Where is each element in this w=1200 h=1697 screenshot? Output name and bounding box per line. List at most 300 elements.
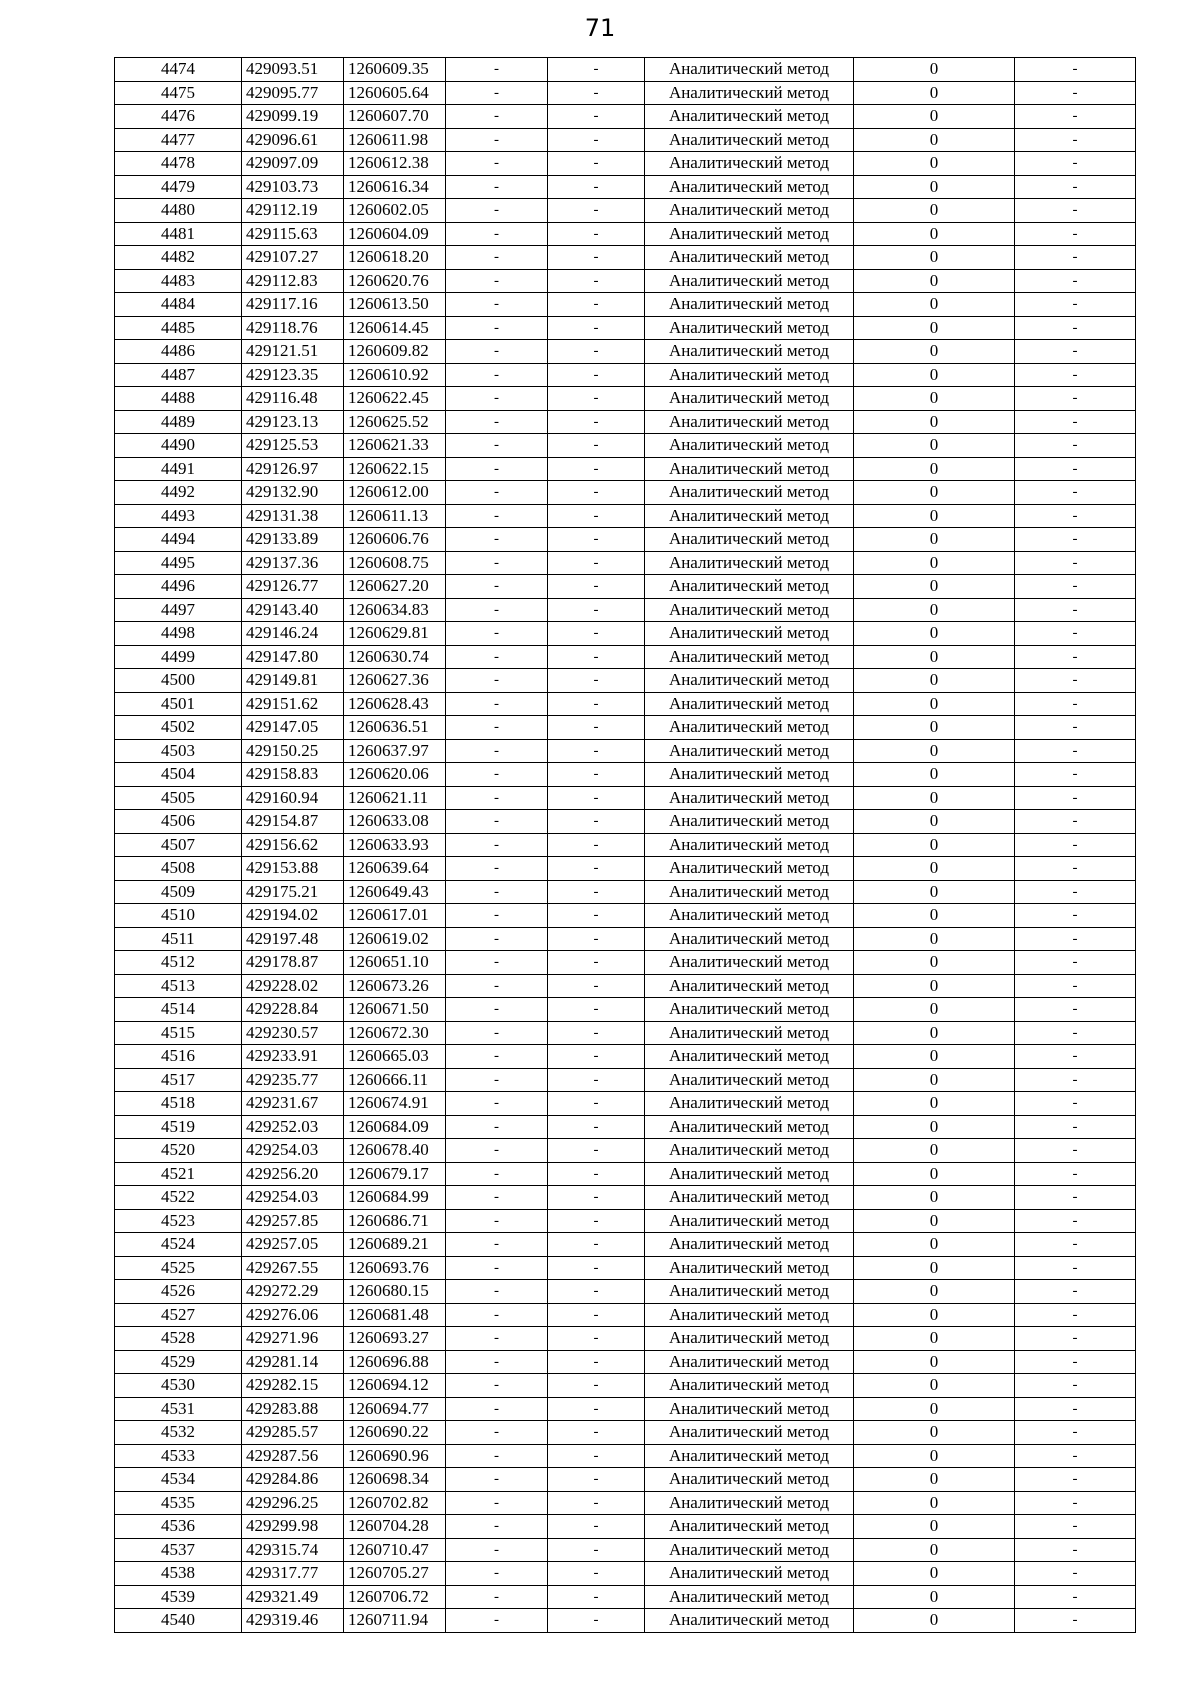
table-row [115, 269, 1136, 293]
empty-cell-1: - [446, 575, 548, 599]
y-coordinate-cell: 1260618.20 [344, 246, 446, 270]
note-cell: - [1015, 1233, 1136, 1257]
empty-cell-1: - [446, 951, 548, 975]
method-cell: Аналитический метод [645, 1585, 854, 1609]
empty-cell-1: - [446, 58, 548, 82]
point-number-cell: 4480 [115, 199, 242, 223]
y-coordinate-cell: 1260706.72 [344, 1585, 446, 1609]
empty-cell-1: - [446, 1350, 548, 1374]
table-row [115, 1068, 1136, 1092]
empty-cell-1: - [446, 833, 548, 857]
method-cell: Аналитический метод [645, 1021, 854, 1045]
note-cell: - [1015, 1068, 1136, 1092]
y-coordinate-cell: 1260686.71 [344, 1209, 446, 1233]
empty-cell-2: - [548, 481, 645, 505]
table-row [115, 58, 1136, 82]
empty-cell-1: - [446, 363, 548, 387]
y-coordinate-cell: 1260674.91 [344, 1092, 446, 1116]
note-cell: - [1015, 316, 1136, 340]
empty-cell-1: - [446, 645, 548, 669]
note-cell: - [1015, 528, 1136, 552]
error-cell: 0 [854, 1538, 1015, 1562]
table-row [115, 1350, 1136, 1374]
method-cell: Аналитический метод [645, 293, 854, 317]
point-number-cell: 4519 [115, 1115, 242, 1139]
point-number-cell: 4508 [115, 857, 242, 881]
y-coordinate-cell: 1260684.99 [344, 1186, 446, 1210]
method-cell: Аналитический метод [645, 246, 854, 270]
point-number-cell: 4528 [115, 1327, 242, 1351]
error-cell: 0 [854, 316, 1015, 340]
x-coordinate-cell: 429257.05 [242, 1233, 344, 1257]
empty-cell-2: - [548, 504, 645, 528]
method-cell: Аналитический метод [645, 1374, 854, 1398]
note-cell: - [1015, 1538, 1136, 1562]
empty-cell-2: - [548, 1468, 645, 1492]
method-cell: Аналитический метод [645, 1515, 854, 1539]
y-coordinate-cell: 1260608.75 [344, 551, 446, 575]
method-cell: Аналитический метод [645, 387, 854, 411]
method-cell: Аналитический метод [645, 175, 854, 199]
table-row [115, 175, 1136, 199]
point-number-cell: 4533 [115, 1444, 242, 1468]
x-coordinate-cell: 429097.09 [242, 152, 344, 176]
note-cell: - [1015, 1021, 1136, 1045]
note-cell: - [1015, 457, 1136, 481]
x-coordinate-cell: 429233.91 [242, 1045, 344, 1069]
x-coordinate-cell: 429121.51 [242, 340, 344, 364]
y-coordinate-cell: 1260637.97 [344, 739, 446, 763]
note-cell: - [1015, 1303, 1136, 1327]
error-cell: 0 [854, 434, 1015, 458]
method-cell: Аналитический метод [645, 1562, 854, 1586]
table-row [115, 410, 1136, 434]
error-cell: 0 [854, 1068, 1015, 1092]
method-cell: Аналитический метод [645, 434, 854, 458]
y-coordinate-cell: 1260619.02 [344, 927, 446, 951]
y-coordinate-cell: 1260609.35 [344, 58, 446, 82]
note-cell: - [1015, 1515, 1136, 1539]
note-cell: - [1015, 1585, 1136, 1609]
table-row [115, 434, 1136, 458]
method-cell: Аналитический метод [645, 1045, 854, 1069]
page-number: 71 [584, 14, 616, 42]
method-cell: Аналитический метод [645, 269, 854, 293]
note-cell: - [1015, 1468, 1136, 1492]
empty-cell-2: - [548, 528, 645, 552]
x-coordinate-cell: 429126.97 [242, 457, 344, 481]
table-row [115, 1538, 1136, 1562]
y-coordinate-cell: 1260622.15 [344, 457, 446, 481]
x-coordinate-cell: 429112.19 [242, 199, 344, 223]
method-cell: Аналитический метод [645, 716, 854, 740]
error-cell: 0 [854, 1397, 1015, 1421]
error-cell: 0 [854, 1562, 1015, 1586]
note-cell: - [1015, 410, 1136, 434]
error-cell: 0 [854, 410, 1015, 434]
y-coordinate-cell: 1260666.11 [344, 1068, 446, 1092]
x-coordinate-cell: 429131.38 [242, 504, 344, 528]
method-cell: Аналитический метод [645, 105, 854, 129]
empty-cell-1: - [446, 1421, 548, 1445]
x-coordinate-cell: 429252.03 [242, 1115, 344, 1139]
empty-cell-2: - [548, 1327, 645, 1351]
empty-cell-2: - [548, 1538, 645, 1562]
y-coordinate-cell: 1260680.15 [344, 1280, 446, 1304]
method-cell: Аналитический метод [645, 1139, 854, 1163]
empty-cell-2: - [548, 669, 645, 693]
point-number-cell: 4521 [115, 1162, 242, 1186]
point-number-cell: 4539 [115, 1585, 242, 1609]
empty-cell-2: - [548, 692, 645, 716]
empty-cell-2: - [548, 716, 645, 740]
method-cell: Аналитический метод [645, 410, 854, 434]
table-row [115, 1562, 1136, 1586]
note-cell: - [1015, 269, 1136, 293]
note-cell: - [1015, 246, 1136, 270]
error-cell: 0 [854, 1515, 1015, 1539]
x-coordinate-cell: 429284.86 [242, 1468, 344, 1492]
x-coordinate-cell: 429160.94 [242, 786, 344, 810]
empty-cell-1: - [446, 528, 548, 552]
method-cell: Аналитический метод [645, 1115, 854, 1139]
x-coordinate-cell: 429256.20 [242, 1162, 344, 1186]
method-cell: Аналитический метод [645, 81, 854, 105]
empty-cell-1: - [446, 481, 548, 505]
empty-cell-1: - [446, 1233, 548, 1257]
table-row [115, 1092, 1136, 1116]
method-cell: Аналитический метод [645, 575, 854, 599]
note-cell: - [1015, 833, 1136, 857]
point-number-cell: 4493 [115, 504, 242, 528]
method-cell: Аналитический метод [645, 363, 854, 387]
empty-cell-2: - [548, 1115, 645, 1139]
empty-cell-1: - [446, 387, 548, 411]
x-coordinate-cell: 429283.88 [242, 1397, 344, 1421]
error-cell: 0 [854, 1585, 1015, 1609]
note-cell: - [1015, 1045, 1136, 1069]
y-coordinate-cell: 1260620.76 [344, 269, 446, 293]
empty-cell-2: - [548, 128, 645, 152]
error-cell: 0 [854, 1162, 1015, 1186]
x-coordinate-cell: 429315.74 [242, 1538, 344, 1562]
empty-cell-2: - [548, 1562, 645, 1586]
x-coordinate-cell: 429178.87 [242, 951, 344, 975]
empty-cell-2: - [548, 199, 645, 223]
empty-cell-1: - [446, 1538, 548, 1562]
table-row [115, 1162, 1136, 1186]
note-cell: - [1015, 669, 1136, 693]
error-cell: 0 [854, 880, 1015, 904]
empty-cell-2: - [548, 363, 645, 387]
table-row [115, 387, 1136, 411]
empty-cell-1: - [446, 1068, 548, 1092]
method-cell: Аналитический метод [645, 1444, 854, 1468]
method-cell: Аналитический метод [645, 1350, 854, 1374]
table-row [115, 575, 1136, 599]
note-cell: - [1015, 1421, 1136, 1445]
empty-cell-1: - [446, 105, 548, 129]
empty-cell-2: - [548, 316, 645, 340]
method-cell: Аналитический метод [645, 692, 854, 716]
empty-cell-2: - [548, 951, 645, 975]
method-cell: Аналитический метод [645, 457, 854, 481]
empty-cell-1: - [446, 1139, 548, 1163]
note-cell: - [1015, 1162, 1136, 1186]
table-row [115, 998, 1136, 1022]
point-number-cell: 4516 [115, 1045, 242, 1069]
error-cell: 0 [854, 481, 1015, 505]
y-coordinate-cell: 1260690.96 [344, 1444, 446, 1468]
note-cell: - [1015, 857, 1136, 881]
x-coordinate-cell: 429175.21 [242, 880, 344, 904]
table-row [115, 1045, 1136, 1069]
error-cell: 0 [854, 1468, 1015, 1492]
table-row [115, 857, 1136, 881]
method-cell: Аналитический метод [645, 739, 854, 763]
point-number-cell: 4503 [115, 739, 242, 763]
error-cell: 0 [854, 340, 1015, 364]
y-coordinate-cell: 1260606.76 [344, 528, 446, 552]
error-cell: 0 [854, 1491, 1015, 1515]
method-cell: Аналитический метод [645, 880, 854, 904]
point-number-cell: 4531 [115, 1397, 242, 1421]
point-number-cell: 4505 [115, 786, 242, 810]
note-cell: - [1015, 716, 1136, 740]
x-coordinate-cell: 429132.90 [242, 481, 344, 505]
method-cell: Аналитический метод [645, 199, 854, 223]
error-cell: 0 [854, 833, 1015, 857]
empty-cell-1: - [446, 175, 548, 199]
table-row [115, 810, 1136, 834]
table-row [115, 1233, 1136, 1257]
table-row [115, 598, 1136, 622]
note-cell: - [1015, 880, 1136, 904]
error-cell: 0 [854, 1374, 1015, 1398]
y-coordinate-cell: 1260617.01 [344, 904, 446, 928]
empty-cell-2: - [548, 998, 645, 1022]
empty-cell-1: - [446, 786, 548, 810]
x-coordinate-cell: 429231.67 [242, 1092, 344, 1116]
empty-cell-2: - [548, 1303, 645, 1327]
empty-cell-2: - [548, 904, 645, 928]
y-coordinate-cell: 1260629.81 [344, 622, 446, 646]
x-coordinate-cell: 429156.62 [242, 833, 344, 857]
error-cell: 0 [854, 363, 1015, 387]
table-row [115, 246, 1136, 270]
table-row [115, 904, 1136, 928]
empty-cell-1: - [446, 1515, 548, 1539]
empty-cell-2: - [548, 1256, 645, 1280]
x-coordinate-cell: 429321.49 [242, 1585, 344, 1609]
error-cell: 0 [854, 1280, 1015, 1304]
table-row [115, 927, 1136, 951]
note-cell: - [1015, 810, 1136, 834]
error-cell: 0 [854, 645, 1015, 669]
empty-cell-2: - [548, 1233, 645, 1257]
method-cell: Аналитический метод [645, 645, 854, 669]
table-row [115, 293, 1136, 317]
y-coordinate-cell: 1260621.33 [344, 434, 446, 458]
note-cell: - [1015, 1092, 1136, 1116]
error-cell: 0 [854, 1139, 1015, 1163]
empty-cell-2: - [548, 1045, 645, 1069]
method-cell: Аналитический метод [645, 1303, 854, 1327]
x-coordinate-cell: 429123.35 [242, 363, 344, 387]
y-coordinate-cell: 1260609.82 [344, 340, 446, 364]
x-coordinate-cell: 429151.62 [242, 692, 344, 716]
point-number-cell: 4494 [115, 528, 242, 552]
y-coordinate-cell: 1260689.21 [344, 1233, 446, 1257]
empty-cell-2: - [548, 1374, 645, 1398]
table-row [115, 105, 1136, 129]
error-cell: 0 [854, 551, 1015, 575]
table-row [115, 81, 1136, 105]
point-number-cell: 4525 [115, 1256, 242, 1280]
empty-cell-2: - [548, 1397, 645, 1421]
empty-cell-2: - [548, 622, 645, 646]
table-row [115, 786, 1136, 810]
empty-cell-2: - [548, 1139, 645, 1163]
empty-cell-1: - [446, 1186, 548, 1210]
point-number-cell: 4479 [115, 175, 242, 199]
note-cell: - [1015, 786, 1136, 810]
x-coordinate-cell: 429281.14 [242, 1350, 344, 1374]
point-number-cell: 4537 [115, 1538, 242, 1562]
y-coordinate-cell: 1260630.74 [344, 645, 446, 669]
error-cell: 0 [854, 786, 1015, 810]
y-coordinate-cell: 1260671.50 [344, 998, 446, 1022]
note-cell: - [1015, 692, 1136, 716]
y-coordinate-cell: 1260621.11 [344, 786, 446, 810]
method-cell: Аналитический метод [645, 598, 854, 622]
error-cell: 0 [854, 927, 1015, 951]
method-cell: Аналитический метод [645, 1609, 854, 1633]
point-number-cell: 4540 [115, 1609, 242, 1633]
point-number-cell: 4498 [115, 622, 242, 646]
x-coordinate-cell: 429319.46 [242, 1609, 344, 1633]
error-cell: 0 [854, 504, 1015, 528]
method-cell: Аналитический метод [645, 763, 854, 787]
error-cell: 0 [854, 269, 1015, 293]
table-row [115, 833, 1136, 857]
empty-cell-1: - [446, 551, 548, 575]
table-row [115, 1115, 1136, 1139]
note-cell: - [1015, 58, 1136, 82]
note-cell: - [1015, 175, 1136, 199]
empty-cell-2: - [548, 1186, 645, 1210]
x-coordinate-cell: 429299.98 [242, 1515, 344, 1539]
error-cell: 0 [854, 1609, 1015, 1633]
table-row [115, 551, 1136, 575]
table-row [115, 716, 1136, 740]
empty-cell-1: - [446, 1491, 548, 1515]
point-number-cell: 4497 [115, 598, 242, 622]
empty-cell-2: - [548, 222, 645, 246]
table-row [115, 1468, 1136, 1492]
empty-cell-1: - [446, 1468, 548, 1492]
x-coordinate-cell: 429112.83 [242, 269, 344, 293]
empty-cell-1: - [446, 1280, 548, 1304]
error-cell: 0 [854, 1209, 1015, 1233]
error-cell: 0 [854, 810, 1015, 834]
empty-cell-2: - [548, 1515, 645, 1539]
point-number-cell: 4485 [115, 316, 242, 340]
empty-cell-2: - [548, 927, 645, 951]
empty-cell-2: - [548, 434, 645, 458]
y-coordinate-cell: 1260602.05 [344, 199, 446, 223]
table-row [115, 152, 1136, 176]
x-coordinate-cell: 429287.56 [242, 1444, 344, 1468]
x-coordinate-cell: 429107.27 [242, 246, 344, 270]
empty-cell-2: - [548, 1092, 645, 1116]
table-row [115, 951, 1136, 975]
error-cell: 0 [854, 1327, 1015, 1351]
point-number-cell: 4517 [115, 1068, 242, 1092]
error-cell: 0 [854, 739, 1015, 763]
table-row [115, 1374, 1136, 1398]
x-coordinate-cell: 429235.77 [242, 1068, 344, 1092]
empty-cell-2: - [548, 974, 645, 998]
error-cell: 0 [854, 669, 1015, 693]
y-coordinate-cell: 1260704.28 [344, 1515, 446, 1539]
y-coordinate-cell: 1260694.12 [344, 1374, 446, 1398]
method-cell: Аналитический метод [645, 1233, 854, 1257]
x-coordinate-cell: 429093.51 [242, 58, 344, 82]
empty-cell-2: - [548, 763, 645, 787]
table-row [115, 363, 1136, 387]
empty-cell-1: - [446, 1397, 548, 1421]
method-cell: Аналитический метод [645, 1256, 854, 1280]
table-row [115, 1256, 1136, 1280]
x-coordinate-cell: 429143.40 [242, 598, 344, 622]
method-cell: Аналитический метод [645, 1068, 854, 1092]
point-number-cell: 4486 [115, 340, 242, 364]
table-row [115, 1209, 1136, 1233]
empty-cell-2: - [548, 1021, 645, 1045]
point-number-cell: 4489 [115, 410, 242, 434]
note-cell: - [1015, 1397, 1136, 1421]
empty-cell-1: - [446, 998, 548, 1022]
x-coordinate-cell: 429257.85 [242, 1209, 344, 1233]
empty-cell-2: - [548, 293, 645, 317]
empty-cell-1: - [446, 1162, 548, 1186]
point-number-cell: 4527 [115, 1303, 242, 1327]
empty-cell-2: - [548, 175, 645, 199]
error-cell: 0 [854, 293, 1015, 317]
table-row [115, 645, 1136, 669]
error-cell: 0 [854, 199, 1015, 223]
y-coordinate-cell: 1260684.09 [344, 1115, 446, 1139]
empty-cell-1: - [446, 434, 548, 458]
point-number-cell: 4523 [115, 1209, 242, 1233]
empty-cell-1: - [446, 669, 548, 693]
empty-cell-1: - [446, 246, 548, 270]
table-row [115, 739, 1136, 763]
empty-cell-1: - [446, 1021, 548, 1045]
error-cell: 0 [854, 951, 1015, 975]
x-coordinate-cell: 429153.88 [242, 857, 344, 881]
table-row [115, 974, 1136, 998]
error-cell: 0 [854, 1021, 1015, 1045]
y-coordinate-cell: 1260690.22 [344, 1421, 446, 1445]
note-cell: - [1015, 363, 1136, 387]
x-coordinate-cell: 429133.89 [242, 528, 344, 552]
empty-cell-1: - [446, 880, 548, 904]
table-row [115, 316, 1136, 340]
y-coordinate-cell: 1260636.51 [344, 716, 446, 740]
method-cell: Аналитический метод [645, 58, 854, 82]
